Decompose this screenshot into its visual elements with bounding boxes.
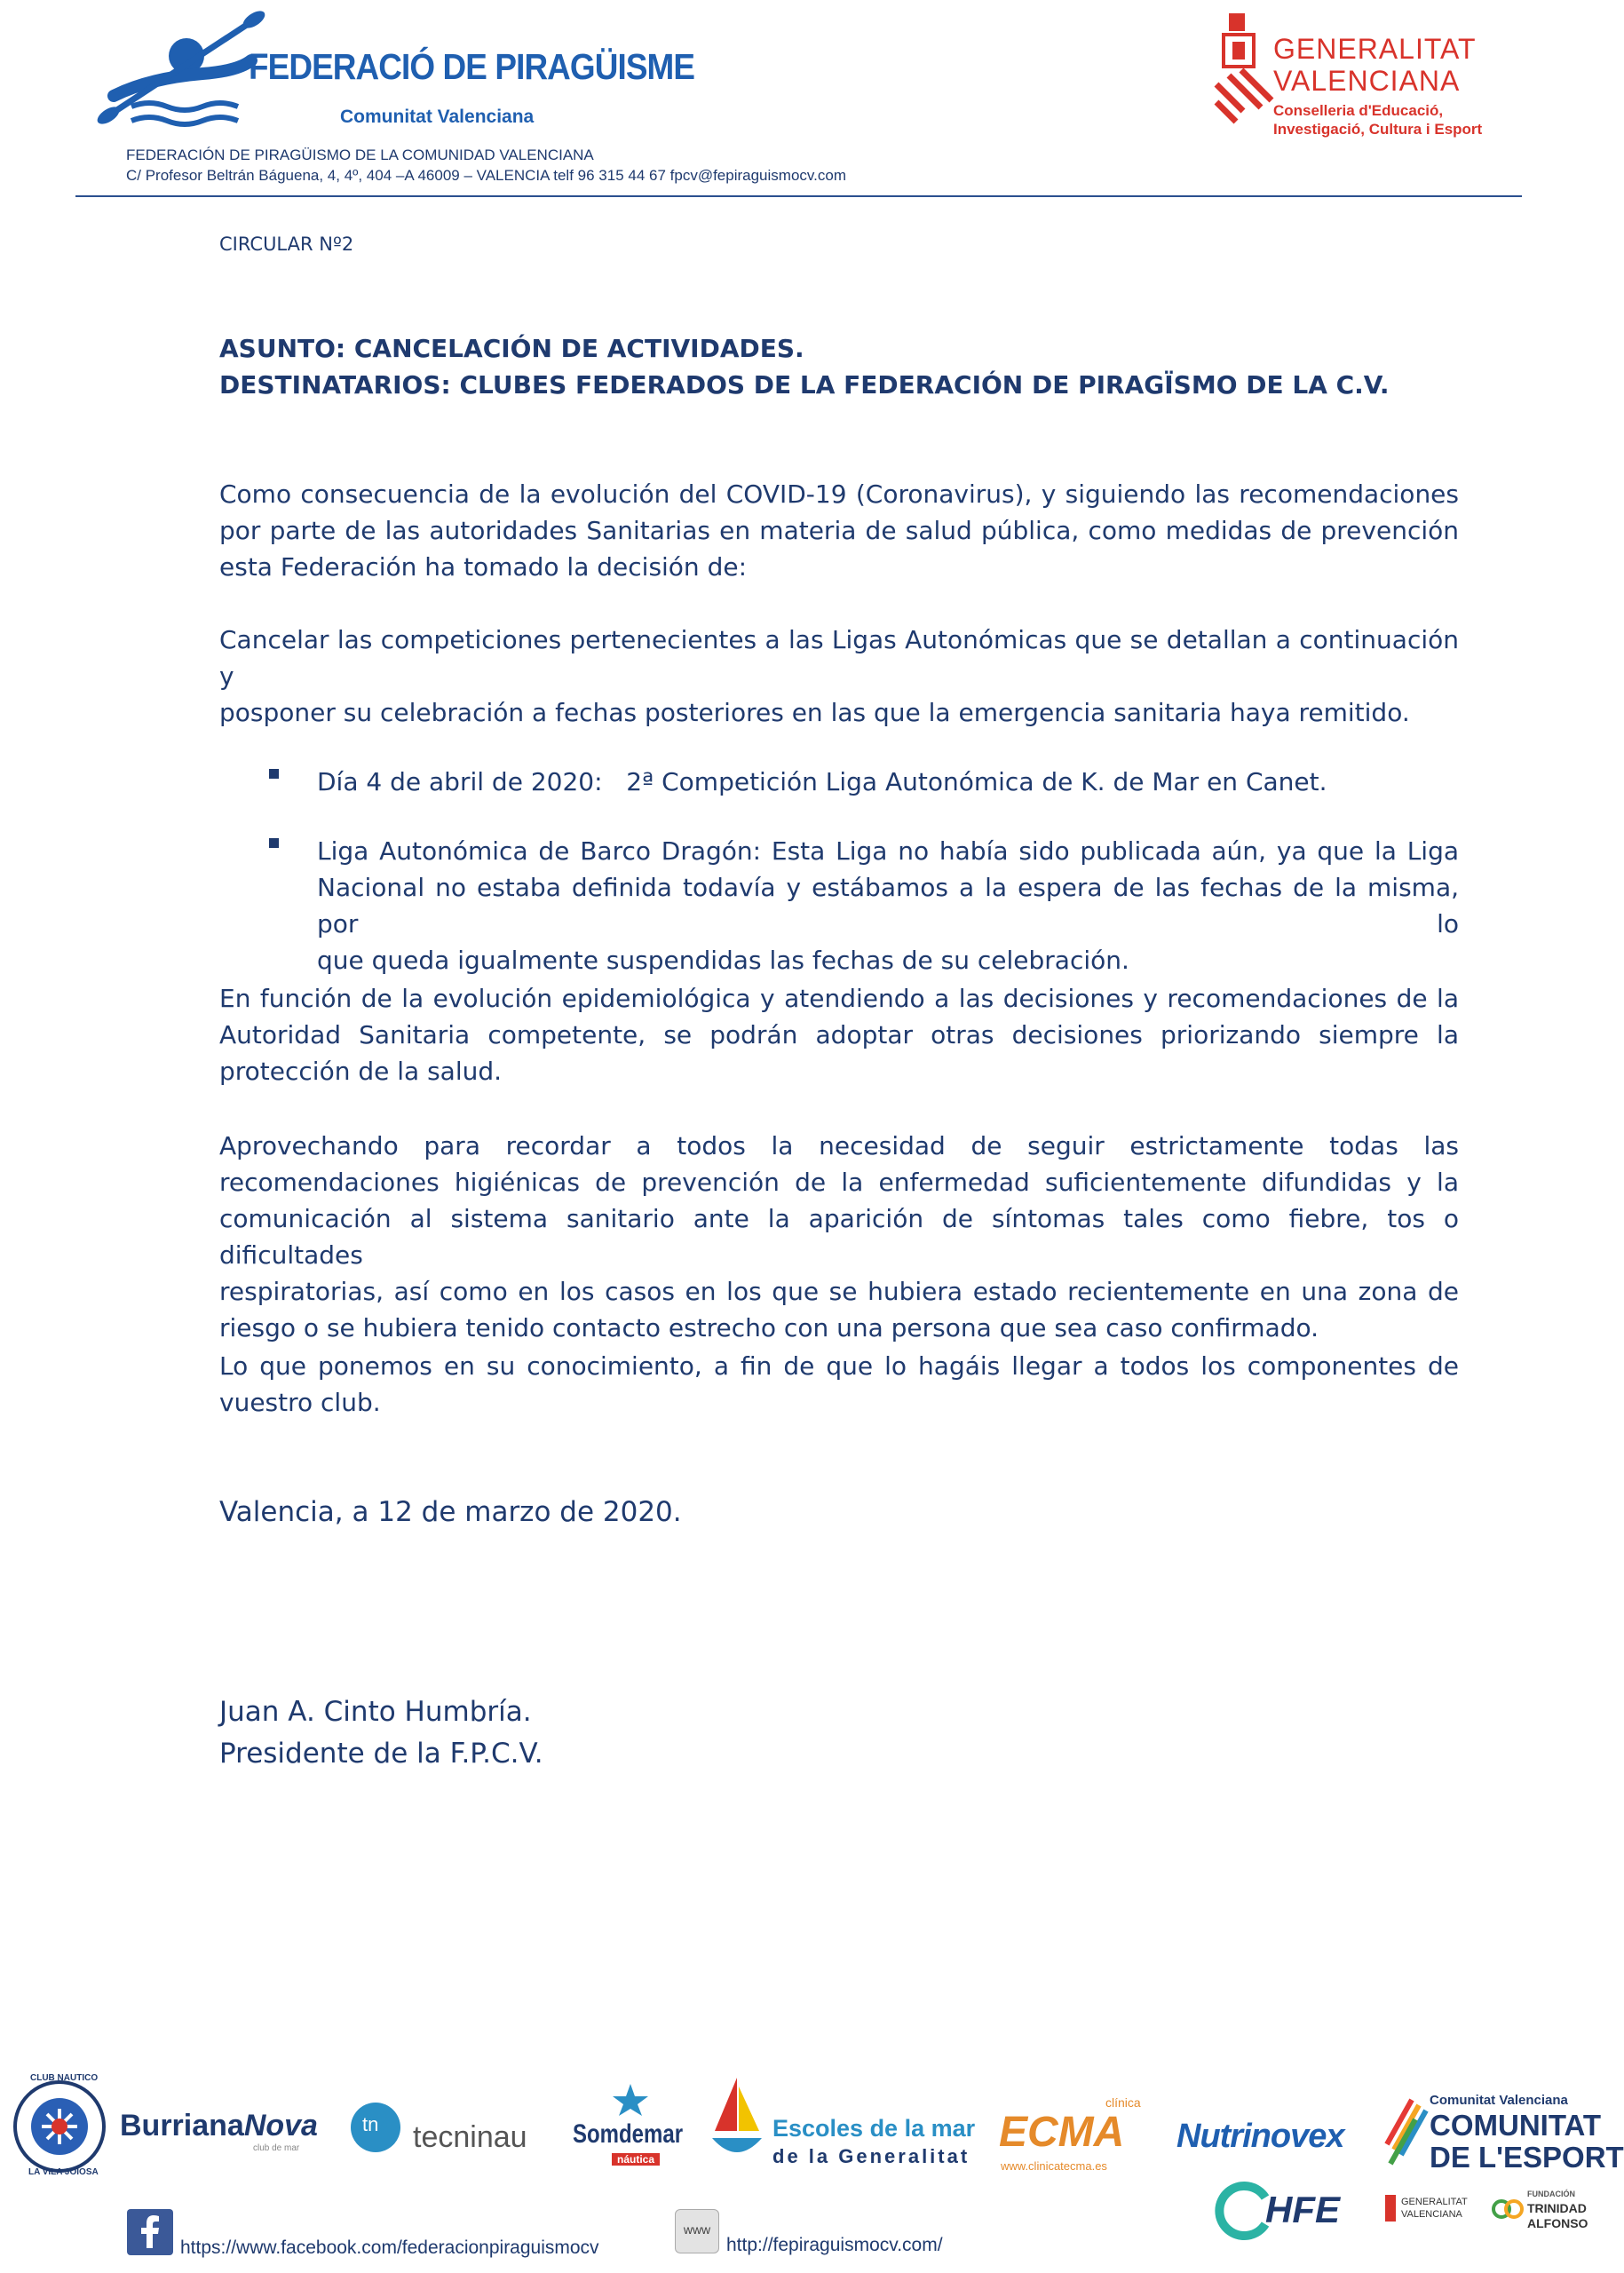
esport-line-3: DE L'ESPORT: [1430, 2141, 1624, 2174]
hfe-text: HFE: [1265, 2189, 1340, 2230]
circular-number: CIRCULAR Nº2: [219, 234, 354, 255]
somdemar-star-icon: [608, 2082, 653, 2118]
bullet-1: Día 4 de abril de 2020: 2ª Competición Liga Autonómica de K. de Mar en Canet.: [317, 767, 1327, 796]
escoles-line-2: de la Generalitat: [772, 2145, 970, 2167]
bullet-marker: [269, 769, 279, 779]
website-link[interactable]: http://fepiraguismocv.com/: [726, 2235, 943, 2255]
paragraph-1-line: por parte de las autoridades Sanitarias en materia de salud pública, como medidas de prevención: [219, 516, 1459, 545]
paragraph-3-line: protección de la salud.: [219, 1057, 503, 1086]
paragraph-2-line: Cancelar las competiciones pertenecientes a las Ligas Autonómicas que se detallan a continuación y: [219, 625, 1459, 691]
tecninau-badge-text: tn: [362, 2113, 379, 2135]
signature-title: Presidente de la F.P.C.V.: [219, 1738, 543, 1770]
gv-title-1: GENERALITAT: [1273, 33, 1477, 65]
www-badge-text: www: [683, 2222, 711, 2237]
gv-small-emblem-icon: [1385, 2195, 1396, 2222]
somdemar-logo: [573, 2082, 688, 2171]
paragraph-1-line: Como consecuencia de la evolución del COVID-19 (Coronavirus), y siguiendo las recomendaciones: [219, 479, 1459, 509]
paragraph-3-line: Autoridad Sanitaria competente, se podrán adoptar otras decisiones priorizando siempre la: [219, 1020, 1459, 1049]
federation-logo: [96, 7, 695, 140]
nova-text: Nova: [243, 2109, 318, 2142]
paragraph-4-line: respiratorias, así como en los casos en los que se hubiera estado recientemente en una zona de: [219, 1277, 1459, 1306]
paragraph-4-line: comunicación al sistema sanitario ante la aparición de síntomas tales como fiebre, tos o dificultades: [219, 1204, 1459, 1270]
gv-small-logo: [1385, 2193, 1474, 2229]
paragraph-2: [219, 622, 1459, 731]
gv-emblem-icon: [1216, 13, 1271, 124]
gv-logo: [1216, 13, 1492, 147]
somdemar-sub-text: náutica: [612, 2153, 660, 2166]
facebook-link[interactable]: https://www.facebook.com/federacionpiraguismocv: [180, 2237, 599, 2258]
ecma-url-text: www.clinicatecma.es: [1001, 2159, 1107, 2173]
ecma-text: ECMA: [999, 2109, 1125, 2156]
federation-name: FEDERACIÓ DE PIRAGÜISME: [249, 46, 695, 87]
burriana-text: Burriana: [120, 2109, 244, 2142]
paragraph-1-line: esta Federación ha tomado la decisión de:: [219, 552, 748, 582]
trinidad-line-3: ALFONSO: [1527, 2216, 1588, 2230]
kayak-paddler-icon: [96, 7, 273, 140]
escoles-mar-logo: [710, 2078, 976, 2175]
signature-name: Juan A. Cinto Humbría.: [219, 1696, 532, 1728]
federation-sub: Comunitat Valenciana: [340, 107, 535, 127]
org-address: C/ Profesor Beltrán Báguena, 4, 4º, 404 –A 46009 – VALENCIA telf 96 315 44 67 fpcv@fepiraguismocv.com: [126, 167, 846, 184]
paragraph-1: [219, 476, 1459, 585]
esport-line-1: Comunitat Valenciana: [1430, 2093, 1568, 2108]
trinidad-line-1: FUNDACIÓN: [1527, 2190, 1575, 2198]
org-name: FEDERACIÓN DE PIRAGÜISMO DE LA COMUNIDAD VALENCIANA: [126, 147, 594, 163]
gv-small-line-2: VALENCIANA: [1401, 2209, 1462, 2220]
paragraph-4-line: recomendaciones higiénicas de prevención de la enfermedad suficientemente difundidas y la: [219, 1168, 1459, 1197]
trinidad-circles-icon: [1492, 2193, 1524, 2225]
facebook-f-icon: [127, 2209, 173, 2255]
facebook-icon[interactable]: [127, 2209, 173, 2255]
paragraph-4-line: riesgo o se hubiera tenido contacto estrecho con una persona que sea caso confirmado.: [219, 1313, 1319, 1342]
paragraph-3-line: En función de la evolución epidemiológica y atendiendo a las decisiones y recomendaciones de la: [219, 984, 1459, 1013]
paragraph-5-line: Lo que ponemos en su conocimiento, a fin de que lo hagáis llegar a todos los componentes de: [219, 1351, 1459, 1381]
clinica-ecma-logo: [990, 2095, 1168, 2175]
gv-small-line-1: GENERALITAT: [1401, 2197, 1468, 2207]
bullet-2: [317, 833, 1459, 978]
bullet-marker: [269, 838, 279, 848]
paragraph-3: [219, 980, 1459, 1089]
bullet-2-line: Nacional no estaba definida todavía y estábamos a la espera de las fechas de la misma, por lo: [317, 873, 1459, 939]
asunto: ASUNTO: CANCELACIÓN DE ACTIVIDADES.: [219, 334, 804, 363]
gv-dept-2: Investigació, Cultura i Esport: [1273, 121, 1483, 138]
paragraph-4: [219, 1128, 1459, 1346]
escoles-line-1: Escoles de la mar: [772, 2115, 976, 2142]
bullet-2-line: que queda igualmente suspendidas las fechas de su celebración.: [317, 946, 1129, 975]
gv-title-2: VALENCIANA: [1273, 65, 1461, 97]
esport-line-2: COMUNITAT: [1430, 2109, 1602, 2142]
somdemar-text: Somdemar: [573, 2119, 684, 2149]
header-divider: [75, 195, 1522, 197]
nutrinovex-logo: Nutrinovex: [1176, 2118, 1344, 2155]
club-nautico-bottom-text: LA VILA JOIOSA: [28, 2167, 99, 2177]
esport-stripes-icon: [1385, 2091, 1430, 2166]
hfe-logo: [1212, 2180, 1354, 2242]
paragraph-5-line: vuestro club.: [219, 1388, 381, 1417]
escoles-sail-icon: [710, 2078, 764, 2171]
ecma-top-text: clínica: [1105, 2095, 1141, 2110]
paragraph-5: [219, 1348, 1459, 1421]
date-line: Valencia, a 12 de marzo de 2020.: [219, 1496, 682, 1528]
club-nautico-top-text: CLUB NAUTICO: [30, 2073, 99, 2083]
comunitat-esport-logo: [1385, 2091, 1624, 2175]
paragraph-2-line: posponer su celebración a fechas posteriores en las que la emergencia sanitaria haya remitido.: [219, 698, 1410, 727]
paragraph-4-line: Aprovechando para recordar a todos la necesidad de seguir estrictamente todas las: [219, 1131, 1459, 1160]
tecninau-text: tecninau: [413, 2120, 527, 2154]
tecninau-logo: [351, 2095, 559, 2166]
bullet-2-line: Liga Autonómica de Barco Dragón: Esta Liga no había sido publicada aún, ya que la Liga: [317, 836, 1459, 866]
trinidad-alfonso-logo: [1492, 2186, 1591, 2235]
www-badge: [675, 2209, 719, 2253]
gv-dept-1: Conselleria d'Educació,: [1273, 102, 1444, 119]
burriana-nova-logo: [120, 2109, 333, 2162]
club-nautico-emblem-icon: [11, 2073, 108, 2180]
burriana-sub-text: club de mar: [253, 2143, 300, 2153]
club-nautico-logo: [11, 2073, 108, 2180]
trinidad-line-2: TRINIDAD: [1527, 2201, 1587, 2215]
destinatarios: DESTINATARIOS: CLUBES FEDERADOS DE LA FEDERACIÓN DE PIRAGÏSMO DE LA C.V.: [219, 370, 1390, 400]
